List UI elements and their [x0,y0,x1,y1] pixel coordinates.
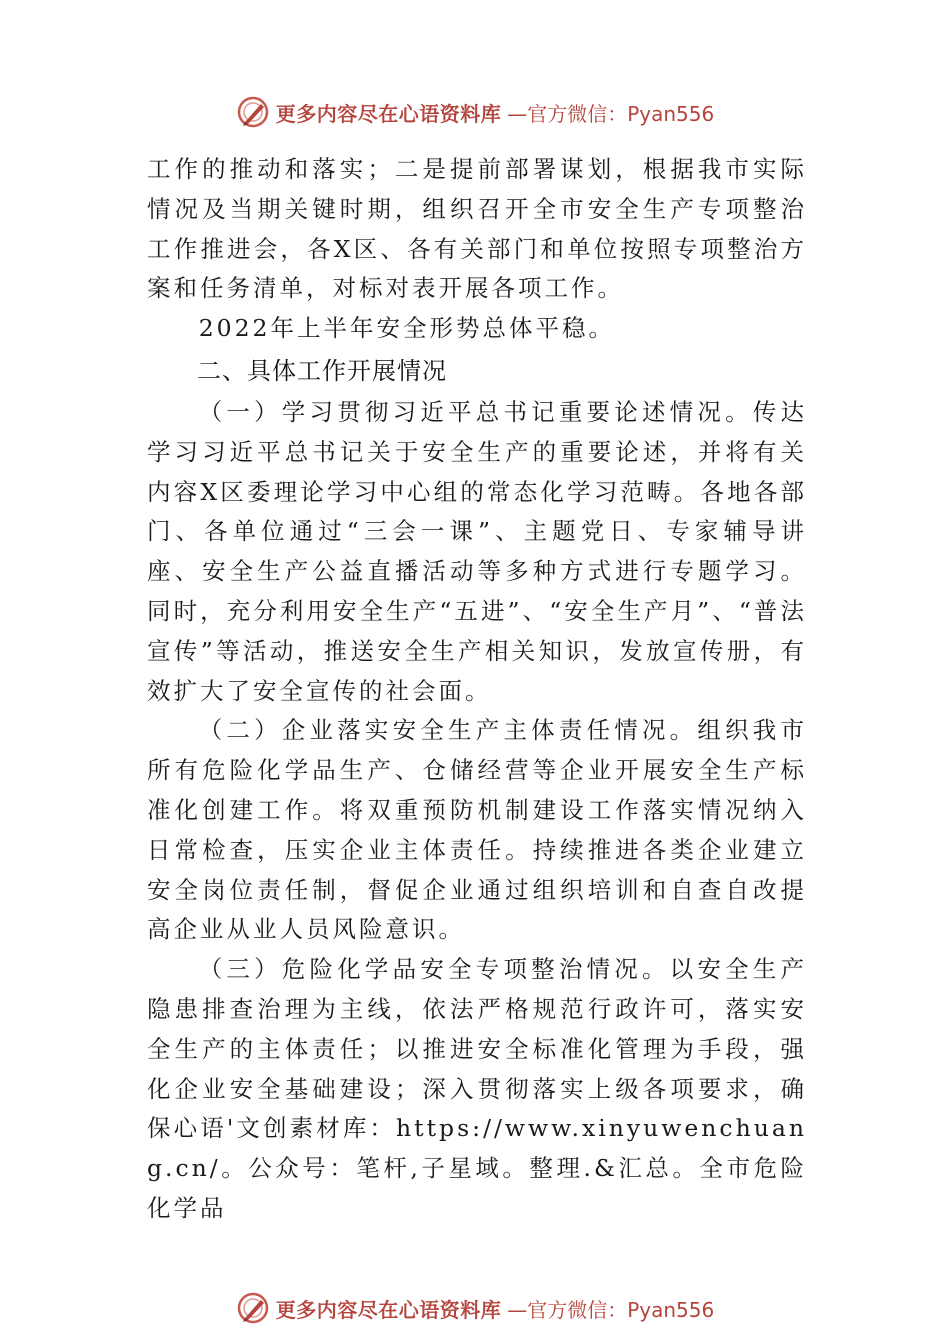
paragraph-item-1: （一）学习贯彻习近平总书记重要论述情况。传达学习习近平总书记关于安全生产的重要论述，并将有关内容X区委理论学习中心组的常态化学习范畴。各地各部门、各单位通过“三会一课”、主题党日、专家辅导讲座、安全生产公益直播活动等多种方式进行专题学习。同时，充分利用安全生产“五进”、“安全生产月”、“普法宣传”等活动，推送安全生产相关知识，发放宣传册，有效扩大了安全宣传的社会面。 [147,397,807,705]
header-brand-text: 更多内容尽在心语资料库 [275,101,502,126]
footer-contact-text: —官方微信：Pyan556 [507,1297,715,1322]
section-heading: 二、具体工作开展情况 [197,356,447,385]
paragraph-item-3: （三）危险化学品安全专项整治情况。以安全生产隐患排查治理为主线，依法严格规范行政许可，落实安全生产的主体责任；以推进安全标准化管理为手段，强化企业安全基础建设；深入贯彻落实上级各项要求，确保心语'文创素材库：https://www.xinyuwenchuang.cn/。公众号：笔杆,子星域。整理.&汇总。全市危险化学品 [147,955,807,1222]
paragraph-item-2: （二）企业落实安全生产主体责任情况。组织我市所有危险化学品生产、仓储经营等企业开展安全生产标准化创建工作。将双重预防机制建设工作落实情况纳入日常检查，压实企业主体责任。持续推进各类企业建立安全岗位责任制，督促企业通过组织培训和自查自改提高企业从业人员风险意识。 [147,716,807,944]
pen-logo-icon [236,95,270,129]
footer-brand-text: 更多内容尽在心语资料库 [275,1297,502,1322]
footer-banner [0,1288,950,1328]
header-contact-text: —官方微信：Pyan556 [507,101,715,126]
document-body [147,150,807,1229]
paragraph-summary: 2022年上半年安全形势总体平稳。 [198,314,615,343]
pen-logo-icon [236,1291,270,1325]
header-banner [0,92,950,132]
paragraph-continuation: 工作的推动和落实；二是提前部署谋划，根据我市实际情况及当期关键时期，组织召开全市安全生产专项整治工作推进会，各X区、各有关部门和单位按照专项整治方案和任务清单，对标对表开展各项工作。 [147,155,807,303]
